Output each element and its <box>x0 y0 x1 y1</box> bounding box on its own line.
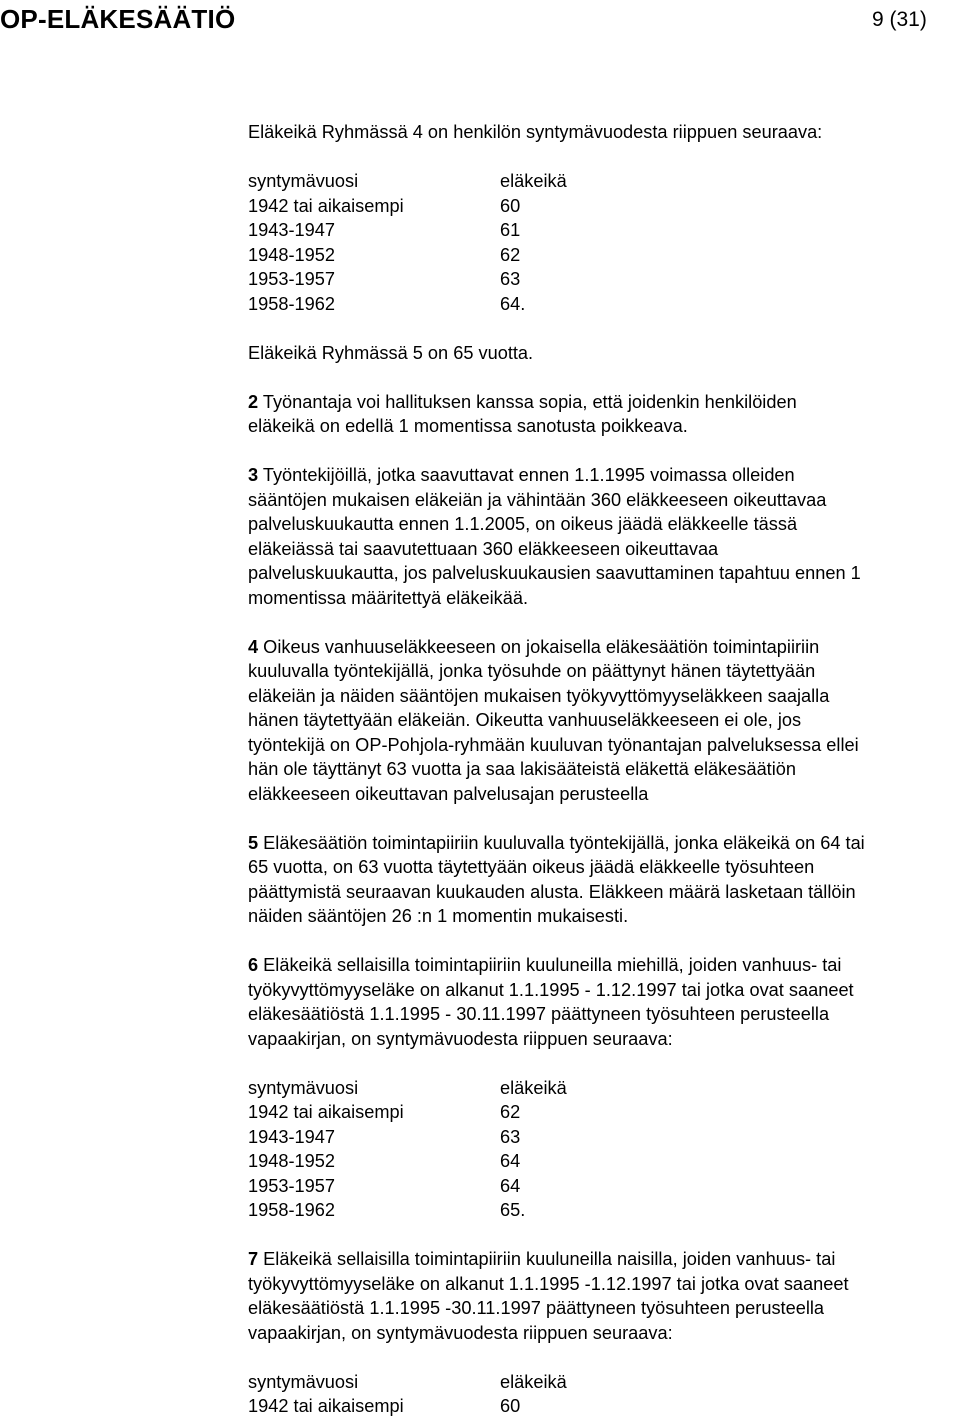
text-line: eläkesäätiöstä 1.1.1995 -30.11.1997 päättyneen työsuhteen perusteella <box>248 1298 825 1318</box>
table-row <box>248 292 960 317</box>
table-row <box>248 1198 960 1223</box>
text-line: kuuluvalla työntekijällä, jonka työsuhde on päättynyt hänen täytettyään <box>248 661 816 681</box>
column-header-birth-year: syntymävuosi <box>248 171 359 191</box>
column-header-retirement-age: eläkeikä <box>500 1371 567 1392</box>
age-cell: 60 <box>500 195 521 216</box>
birth-year-cell: 1958-1962 <box>248 1200 335 1220</box>
text-line: 65 vuotta, on 63 vuotta täytettyään oikeus jäädä eläkkeelle työsuhteen <box>248 857 815 877</box>
table-row <box>248 1394 960 1419</box>
company-name: OP-ELÄKESÄÄTIÖ <box>0 4 236 34</box>
table-row <box>248 1125 960 1150</box>
section-5 <box>248 831 960 929</box>
age-cell: 60 <box>500 1396 521 1416</box>
text-line: hän ole täyttänyt 63 vuotta ja saa lakisääteistä eläkettä eläkesäätiön <box>248 759 797 779</box>
age-cell: 63 <box>500 1126 521 1147</box>
birth-year-cell: 1943-1947 <box>248 220 335 240</box>
column-header-retirement-age: eläkeikä <box>500 171 567 191</box>
text-line: näiden sääntöjen 26 :n 1 momentin mukaisesti. <box>248 906 629 926</box>
table-row <box>248 1100 960 1125</box>
birth-year-cell: 1942 tai aikaisempi <box>248 1396 404 1416</box>
table-header-row <box>248 1076 960 1101</box>
text-line: työkyvyttömyyseläke on alkanut 1.1.1995 -1.12.1997 tai jotka ovat saaneet <box>248 1273 849 1294</box>
text-line: Eläkeikä sellaisilla toimintapiiriin kuuluneilla miehillä, joiden vanhuus- tai <box>258 955 842 975</box>
text-line: Eläkesäätiön toimintapiiriin kuuluvalla työntekijällä, jonka eläkeikä on 64 tai <box>258 832 865 853</box>
paragraph-group4-age: Eläkeikä Ryhmässä 4 on henkilön syntymävuodesta riippuen seuraava: <box>248 122 823 142</box>
age-cell: 64. <box>500 293 526 314</box>
age-cell: 62 <box>500 1102 521 1122</box>
section-number: 5 <box>248 832 259 853</box>
age-table-men <box>248 1076 960 1223</box>
section-3 <box>248 463 960 610</box>
text-line: työntekijä on OP-Pohjola-ryhmään kuuluvan työnantajan palveluksessa ellei <box>248 734 859 755</box>
section-2 <box>248 390 960 439</box>
column-header-birth-year: syntymävuosi <box>248 1371 359 1392</box>
text-line: palveluskuukautta ennen 1.1.2005, on oikeus jäädä eläkkeelle tässä <box>248 514 798 534</box>
text-line: eläkkeeseen oikeuttavan palvelusajan perusteella <box>248 783 649 804</box>
text-line: eläkeikä on edellä 1 momentissa sanotusta poikkeava. <box>248 416 688 436</box>
text-line: Työnantaja voi hallituksen kanssa sopia, että joidenkin henkilöiden <box>258 391 797 412</box>
text-line: eläkesäätiöstä 1.1.1995 - 30.11.1997 päättyneen työsuhteen perusteella <box>248 1004 830 1024</box>
section-number: 3 <box>248 465 259 485</box>
birth-year-cell: 1943-1947 <box>248 1126 335 1147</box>
age-cell: 64 <box>500 1151 521 1171</box>
text-line: eläkeiässä tai saavutettuaan 360 eläkkeeseen oikeuttavaa <box>248 538 719 559</box>
age-cell: 63 <box>500 269 521 289</box>
birth-year-cell: 1942 tai aikaisempi <box>248 1102 404 1122</box>
table-header-row <box>248 169 960 194</box>
section-number: 4 <box>248 636 259 657</box>
text-line: eläkeiän ja näiden sääntöjen mukaisen työkyvyttömyyseläkkeen saajalla <box>248 685 830 706</box>
age-cell: 65. <box>500 1200 526 1220</box>
text-line: palveluskuukautta, jos palveluskuukausien saavuttaminen tapahtuu ennen 1 <box>248 563 861 583</box>
text-line: työkyvyttömyyseläke on alkanut 1.1.1995 - 1.12.1997 tai jotka ovat saaneet <box>248 979 854 1000</box>
birth-year-cell: 1958-1962 <box>248 293 335 314</box>
birth-year-cell: 1942 tai aikaisempi <box>248 195 404 216</box>
table-header-row <box>248 1370 960 1395</box>
section-number: 7 <box>248 1249 259 1269</box>
table-row <box>248 1149 960 1174</box>
page-header <box>0 0 960 44</box>
text-line: vapaakirjan, on syntymävuodesta riippuen seuraava: <box>248 1322 673 1343</box>
text-line: Oikeus vanhuuseläkkeeseen on jokaisella eläkesäätiön toimintapiiriin <box>258 636 820 657</box>
birth-year-cell: 1953-1957 <box>248 269 335 289</box>
age-cell: 62 <box>500 244 521 265</box>
age-table-women <box>248 1370 960 1419</box>
table-row <box>248 218 960 243</box>
paragraph-group5-age: Eläkeikä Ryhmässä 5 on 65 vuotta. <box>248 342 534 363</box>
column-header-retirement-age: eläkeikä <box>500 1077 567 1098</box>
section-4 <box>248 635 960 807</box>
page-number: 9 (31) <box>872 8 927 31</box>
age-cell: 64 <box>500 1175 521 1196</box>
text-line: Työntekijöillä, jotka saavuttavat ennen 1.1.1995 voimassa olleiden <box>258 465 795 485</box>
section-6 <box>248 953 960 1051</box>
table-row <box>248 243 960 268</box>
birth-year-cell: 1948-1952 <box>248 1151 335 1171</box>
section-7 <box>248 1247 960 1345</box>
age-table-group4 <box>248 169 960 316</box>
birth-year-cell: 1953-1957 <box>248 1175 335 1196</box>
text-line: sääntöjen mukaisen eläkeiän ja vähintään 360 eläkkeeseen oikeuttavaa <box>248 489 827 510</box>
table-row <box>248 1174 960 1199</box>
table-row <box>248 267 960 292</box>
table-row <box>248 194 960 219</box>
text-line: hänen täytettyään eläkeiän. Oikeutta vanhuuseläkkeeseen ei ole, jos <box>248 710 802 730</box>
text-line: päättymistä seuraavan kuukauden alusta. Eläkkeen määrä lasketaan tällöin <box>248 881 856 902</box>
text-line: momentissa määritettyä eläkeikää. <box>248 587 529 608</box>
section-number: 2 <box>248 391 259 412</box>
column-header-birth-year: syntymävuosi <box>248 1077 359 1098</box>
document-body <box>248 120 960 1419</box>
age-cell: 61 <box>500 220 521 240</box>
text-line: Eläkeikä sellaisilla toimintapiiriin kuuluneilla naisilla, joiden vanhuus- tai <box>258 1249 836 1269</box>
birth-year-cell: 1948-1952 <box>248 244 335 265</box>
text-line: vapaakirjan, on syntymävuodesta riippuen seuraava: <box>248 1028 673 1049</box>
section-number: 6 <box>248 955 259 975</box>
